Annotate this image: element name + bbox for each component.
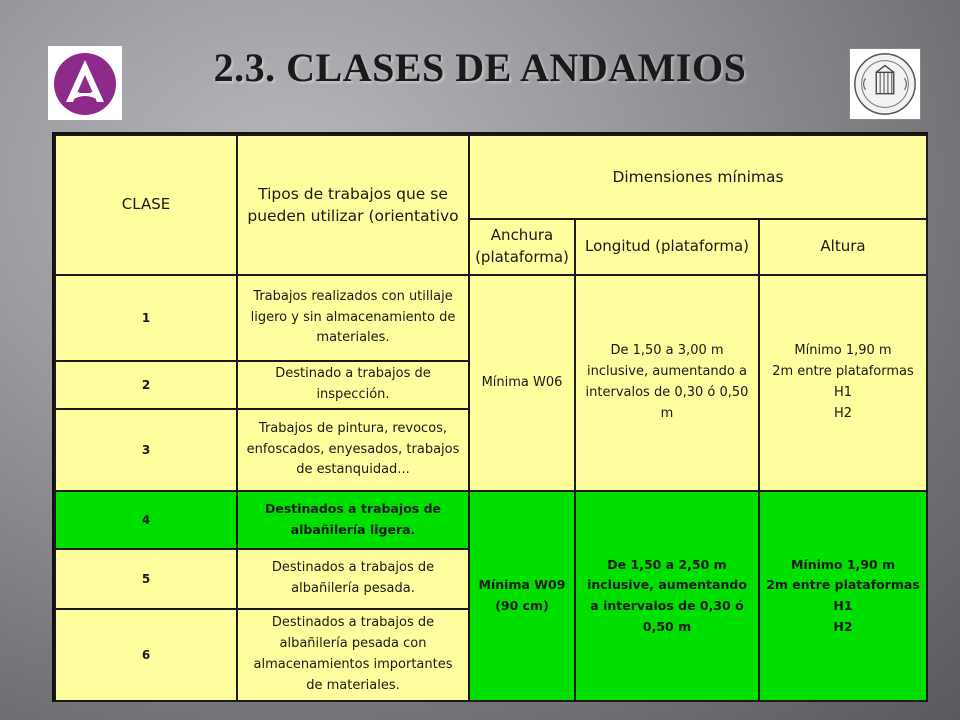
row-2-tipo: Destinado a trabajos de inspección. xyxy=(237,361,469,409)
group-b-altura-line-3: H1 xyxy=(833,598,853,613)
header-clase: CLASE xyxy=(55,135,237,275)
left-logo xyxy=(48,46,122,120)
group-b-altura-line-2: 2m entre plataformas xyxy=(766,577,920,593)
group-b-altura-line-1: Mínimo 1,90 m xyxy=(790,556,896,572)
group-b-anchura xyxy=(469,491,575,701)
row-4-clase: 4 xyxy=(55,491,237,549)
group-a-altura xyxy=(759,275,927,491)
scaffold-classes-table xyxy=(52,132,928,702)
group-a-altura-line-1: Mínimo 1,90 m xyxy=(794,343,892,359)
header-dimensiones: Dimensiones mínimas xyxy=(469,135,927,219)
row-6-tipo: Destinados a trabajos de albañilería pesada con almacenamientos importantes de materiales. xyxy=(237,609,469,701)
row-1-tipo: Trabajos realizados con utillaje ligero y sin almacenamiento de materiales. xyxy=(237,275,469,361)
row-1-clase: 1 xyxy=(55,275,237,361)
university-seal-icon xyxy=(850,49,920,119)
slide-title: 2.3. CLASES DE ANDAMIOS xyxy=(213,45,747,90)
row-6-clase: 6 xyxy=(55,609,237,701)
row-5-tipo: Destinados a trabajos de albañilería pesada. xyxy=(237,549,469,609)
header-anchura: Anchura (plataforma) xyxy=(469,219,575,275)
table xyxy=(54,134,928,702)
group-a-altura-line-2: 2m entre plataformas xyxy=(772,364,914,380)
group-b-altura-line-4: H2 xyxy=(833,618,853,634)
header-altura: Altura xyxy=(759,219,927,275)
row-5-clase: 5 xyxy=(55,549,237,609)
group-a-longitud: De 1,50 a 3,00 m inclusive, aumentando a intervalos de 0,30 ó 0,50 m xyxy=(575,275,759,491)
row-2-clase: 2 xyxy=(55,361,237,409)
group-b-anchura-line-2: (90 cm) xyxy=(495,598,549,613)
header-longitud: Longitud (plataforma) xyxy=(575,219,759,275)
stylized-A-emblem-icon xyxy=(48,46,122,120)
group-b-longitud: De 1,50 a 2,50 m inclusive, aumentando a intervalos de 0,30 ó 0,50 m xyxy=(575,491,759,701)
group-b-altura xyxy=(759,491,927,701)
header-tipos: Tipos de trabajos que se pueden utilizar (orientativo xyxy=(237,135,469,275)
group-a-anchura: Mínima W06 xyxy=(469,275,575,491)
group-a-altura-line-4: H2 xyxy=(833,405,853,421)
row-3-clase: 3 xyxy=(55,409,237,491)
row-4-tipo: Destinados a trabajos de albañilería ligera. xyxy=(237,491,469,549)
group-b-anchura-line-1: Mínima W09 xyxy=(478,577,566,593)
right-logo xyxy=(849,48,921,120)
row-3-tipo: Trabajos de pintura, revocos, enfoscados, enyesados, trabajos de estanquidad... xyxy=(237,409,469,491)
group-a-altura-line-3: H1 xyxy=(833,385,853,400)
